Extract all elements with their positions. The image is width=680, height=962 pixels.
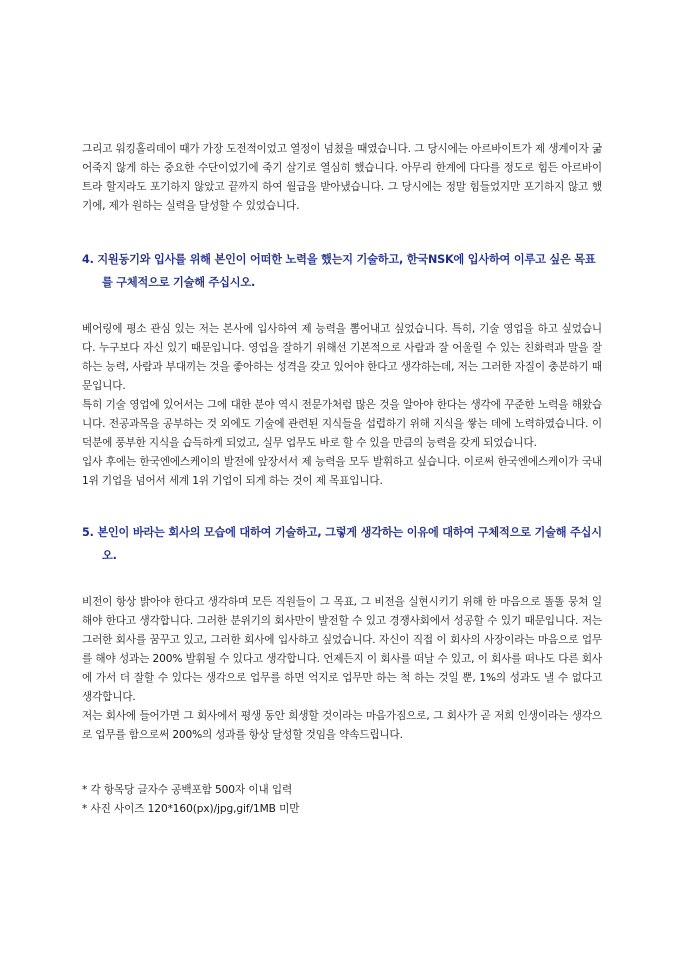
answer-paragraph: 비전이 항상 밝아야 한다고 생각하며 모든 직원들이 그 목표, 그 비전을 실현시키기 위해 한 마음으로 똘똘 뭉쳐 일해야 한다고 생각합니다. 그러한 분위기의 회사만이 발전할 수 있고 경쟁사회에서 성공할 수 있기 때문입니다. 저는 그러한 회사를 꿈꾸고 있고, 그러한 회사에 입사하고 싶었습니다. 자신이 직접 이 회사의 사장이라는 마음으로 업무를 해야 성과는 200% 발휘될 수 있다고 생각합니다. 언제든지 이 회사를 떠날 수 있고, 이 회사를 떠나도 다른 회사에 가서 더 잘할 수 있다는 생각으로 업무를 하면 억지로 업무만 하는 척 하는 것일 뿐, 1%의 성과도 낼 수 없다고 생각합니다.: [82, 596, 602, 703]
answer-paragraph: 특히 기술 영업에 있어서는 그에 대한 분야 역시 전문가처럼 많은 것을 알아야 한다는 생각에 꾸준한 노력을 해왔습니다. 전공과목을 공부하는 것 외에도 기술에 관련된 지식들을 섭렵하기 위해 지식을 쌓는 데에 노력하였습니다. 이 덕분에 풍부한 지식을 습득하게 되었고, 실무 업무도 바로 할 수 있을 만큼의 능력을 갖게 되었습니다.: [82, 399, 602, 449]
document-content: [82, 140, 602, 819]
question-5-answer: [82, 593, 602, 745]
answer-paragraph: 베어링에 평소 관심 있는 저는 본사에 입사하여 제 능력을 뽐어내고 싶었습니다. 특히, 기술 영업을 하고 싶었습니다. 누구보다 자신 있기 때문입니다. 영업을 잘하기 위해선 기본적으로 사람과 잘 어울릴 수 있는 친화력과 말을 잘 하는 능력, 사람과 부대끼는 것을 좋아하는 성격을 갖고 있어야 한다고 생각하는데, 저는 그러한 자질이 충분하기 때문입니다.: [82, 323, 602, 392]
question-4-answer: [82, 320, 602, 491]
answer-paragraph: 입사 후에는 한국엔에스케이의 발전에 앞장서서 제 능력을 모두 발휘하고 싶습니다. 이로써 한국엔에스케이가 국내 1위 기업을 넘어서 세계 1위 기업이 되게 하는 것이 제 목표입니다.: [82, 456, 602, 487]
answer-paragraph: 저는 회사에 들어가면 그 회사에서 평생 동안 희생할 것이라는 마음가짐으로, 그 회사가 곧 저희 인생이라는 생각으로 업무를 함으로써 200%의 성과를 항상 달성할 것임을 약속드립니다.: [82, 710, 602, 741]
notes-section: [82, 781, 602, 819]
question-4-title: 4. 지원동기와 입사를 위해 본인이 어떠한 노력을 했는지 기술하고, 한국NSK에 입사하여 이루고 싶은 목표를 구체적으로 기술해 주십시오.: [82, 253, 596, 289]
intro-section: [82, 140, 602, 216]
intro-paragraph: 그리고 워킹홀리데이 때가 가장 도전적이었고 열정이 넘쳤을 때였습니다. 그 당시에는 아르바이트가 제 생계이자 굶어죽지 않게 하는 중요한 수단이었기에 죽기 살기로 열심히 했습니다. 아무리 한계에 다다를 정도로 힘든 아르바이트라 할지라도 포기하지 않았고 끝까지 하여 월급을 받아냈습니다. 그 당시에는 정말 힘들었지만 포기하지 않고 했기에, 제가 원하는 실력을 달성할 수 있었습니다.: [82, 143, 602, 212]
note-item: * 사진 사이즈 120*160(px)/jpg,gif/1MB 미만: [82, 803, 300, 815]
question-5-title: 5. 본인이 바라는 회사의 모습에 대하여 기술하고, 그렇게 생각하는 이유에 대하여 구체적으로 기술해 주십시오.: [82, 526, 602, 562]
note-item: * 각 항목당 글자수 공백포함 500자 이내 입력: [82, 784, 293, 796]
